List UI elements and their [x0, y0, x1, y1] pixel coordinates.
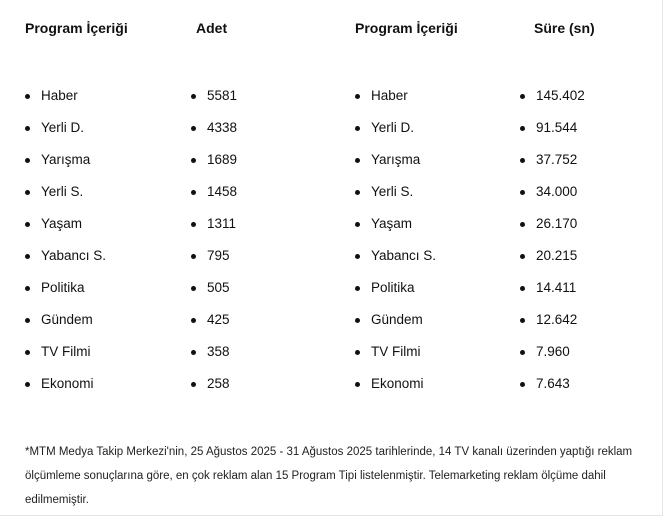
bullet-icon	[25, 190, 30, 195]
bullet-icon	[191, 382, 196, 387]
bullet-icon	[25, 126, 30, 131]
program-item-text: Politika	[41, 280, 85, 295]
bullet-icon	[25, 286, 30, 291]
count-item-text: 795	[207, 248, 230, 263]
duration-item-text: 34.000	[536, 184, 578, 199]
bullet-icon	[191, 158, 196, 163]
program-item-text: Yerli S.	[41, 184, 84, 199]
footnote: *MTM Medya Takip Merkezi'nin, 25 Ağustos 2025 - 31 Ağustos 2025 tarihlerinde, 14 TV kanalı üzerinden yaptığı reklam ölçümleme sonuçlarına göre, en çok reklam alan 15 Program Tipi listelenmiştir. Telemarketing reklam ölçüme dahil edilmemiştir.	[25, 446, 633, 506]
bullet-icon	[191, 94, 196, 99]
bullet-icon	[25, 350, 30, 355]
program-item-text: Politika	[371, 280, 415, 295]
program-item-text: Gündem	[41, 312, 93, 327]
bullet-icon	[520, 222, 525, 227]
bullet-icon	[25, 158, 30, 163]
bullet-icon	[355, 254, 360, 259]
bullet-icon	[25, 94, 30, 99]
program-item-text: Yaşam	[41, 216, 83, 231]
program-item-text: Yabancı S.	[41, 248, 107, 263]
program-item-text: Ekonomi	[371, 376, 424, 391]
duration-item-text: 145.402	[536, 88, 585, 103]
bullet-icon	[355, 350, 360, 355]
bullet-icon	[191, 190, 196, 195]
bullet-icon	[520, 286, 525, 291]
bullet-icon	[520, 254, 525, 259]
bullet-icon	[25, 382, 30, 387]
bullet-icon	[355, 94, 360, 99]
duration-item-text: 14.411	[536, 280, 577, 295]
bullet-icon	[191, 126, 196, 131]
bullet-icon	[520, 382, 525, 387]
header-duration: Süre (sn)	[534, 20, 595, 36]
bullet-icon	[520, 94, 525, 99]
program-item-text: Haber	[41, 88, 78, 103]
bullet-icon	[355, 222, 360, 227]
duration-item-text: 7.643	[536, 376, 570, 391]
program-item-text: TV Filmi	[371, 344, 421, 359]
bullet-icon	[25, 222, 30, 227]
count-item-text: 5581	[207, 88, 238, 103]
bullet-icon	[191, 350, 196, 355]
bullet-icon	[355, 126, 360, 131]
bullet-icon	[191, 318, 196, 323]
count-item-text: 258	[207, 376, 230, 391]
bullet-icon	[520, 190, 525, 195]
bullet-icon	[520, 318, 525, 323]
bullet-icon	[520, 350, 525, 355]
duration-item-text: 26.170	[536, 216, 578, 231]
bullet-icon	[355, 190, 360, 195]
count-item-text: 4338	[207, 120, 238, 135]
count-item-text: 1311	[207, 216, 237, 231]
program-item-text: Yarışma	[41, 152, 91, 167]
program-item-text: Yerli D.	[371, 120, 415, 135]
duration-item-text: 91.544	[536, 120, 578, 135]
bullet-icon	[355, 158, 360, 163]
bullet-icon	[191, 222, 196, 227]
bullet-icon	[25, 318, 30, 323]
program-item-text: Yerli D.	[41, 120, 85, 135]
program-item-text: Ekonomi	[41, 376, 94, 391]
bullet-icon	[191, 286, 196, 291]
count-item-text: 505	[207, 280, 230, 295]
count-item-text: 358	[207, 344, 230, 359]
bullet-icon	[355, 318, 360, 323]
header-count: Adet	[196, 20, 228, 36]
duration-item-text: 20.215	[536, 248, 578, 263]
bullet-icon	[520, 158, 525, 163]
bullet-icon	[25, 254, 30, 259]
duration-item-text: 12.642	[536, 312, 578, 327]
program-item-text: Yarışma	[371, 152, 421, 167]
count-item-text: 425	[207, 312, 230, 327]
program-item-text: Yerli S.	[371, 184, 414, 199]
bullet-icon	[520, 126, 525, 131]
bullet-icon	[191, 254, 196, 259]
header-program-right: Program İçeriği	[355, 20, 458, 36]
program-item-text: Haber	[371, 88, 408, 103]
bullet-icon	[355, 286, 360, 291]
duration-item-text: 7.960	[536, 344, 570, 359]
duration-item-text: 37.752	[536, 152, 578, 167]
header-program-left: Program İçeriği	[25, 20, 128, 36]
program-item-text: Gündem	[371, 312, 423, 327]
bullet-icon	[355, 382, 360, 387]
program-item-text: Yabancı S.	[371, 248, 437, 263]
count-item-text: 1458	[207, 184, 238, 199]
program-item-text: Yaşam	[371, 216, 413, 231]
program-item-text: TV Filmi	[41, 344, 91, 359]
count-item-text: 1689	[207, 152, 238, 167]
